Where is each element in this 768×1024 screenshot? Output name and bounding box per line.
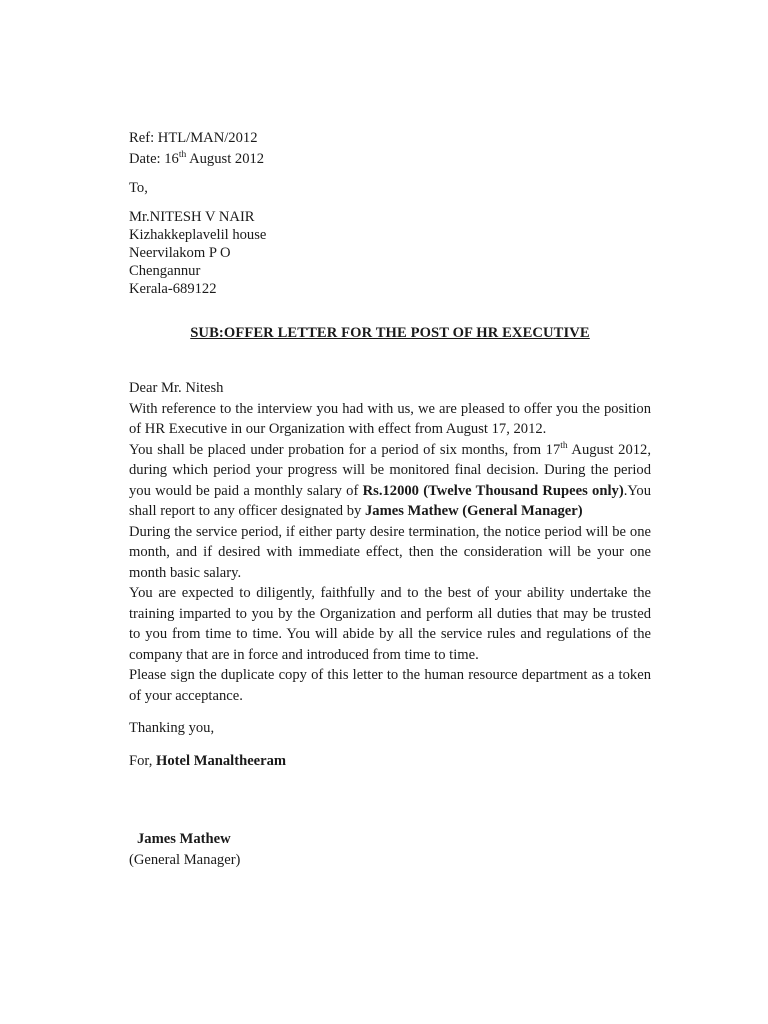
date-suffix: August 2012 [186, 150, 265, 167]
date-ordinal: th [178, 149, 187, 160]
address-line: Chengannur [129, 263, 201, 280]
address-line: Kerala-689122 [129, 281, 217, 298]
recipient-name: Mr.NITESH V NAIR [129, 208, 255, 225]
to-label: To, [129, 180, 148, 196]
signatory-title: (General Manager) [129, 851, 241, 868]
paragraph-probation [129, 440, 651, 522]
probation-ordinal: th [560, 440, 568, 451]
paragraph-offer: With reference to the interview you had with us, we are pleased to offer you the position of HR Executive in our Organization with effect from August 17, 2012. [129, 400, 651, 438]
offer-letter [129, 128, 651, 870]
date-prefix: Date: 16 [129, 150, 179, 167]
signatory-name: James Mathew [137, 831, 231, 848]
reporting-officer: James Mathew (General Manager) [365, 503, 583, 520]
paragraph-acceptance: Please sign the duplicate copy of this letter to the human resource department as a token of your acceptance. [129, 667, 651, 704]
address-line: Neervilakom P O [129, 244, 231, 261]
salutation: Dear Mr. Nitesh [129, 380, 224, 397]
closing: Thanking you, [129, 720, 215, 737]
recipient-address [129, 208, 651, 299]
probation-text-a: You shall be placed under probation for a period of six months, from 17 [129, 441, 561, 458]
salary-amount: Rs.12000 (Twelve Thousand Rupees only) [362, 482, 624, 499]
company-name: Hotel Manaltheeram [156, 752, 287, 769]
address-line: Kizhakkeplavelil house [129, 226, 267, 243]
paragraph-duties: You are expected to diligently, faithfully and to the best of your ability undertake the training imparted to you by the Organization and perform all duties that may be trusted to you from time to time. You will abide by all the service rules and regulations of the company that are in force and introduced from time to time. [129, 585, 651, 663]
paragraph-termination: During the service period, if either party desire termination, the notice period will be one month, and if desired with immediate effect, then the consideration will be your one month basic salary. [129, 523, 651, 581]
reference-number: Ref: HTL/MAN/2012 [129, 130, 258, 146]
for-prefix: For, [129, 752, 156, 769]
for-company [129, 751, 651, 772]
letter-header [129, 128, 651, 169]
letter-subject: SUB:OFFER LETTER FOR THE POST OF HR EXECUTIVE [190, 324, 590, 341]
probation-text-b: August 2012, during which period your progress will be monitored final decision. During the period you would be paid a monthly salary of [129, 441, 651, 499]
probation-text-c: .You shall report to any officer designated by [129, 482, 652, 520]
letter-date [129, 149, 651, 170]
